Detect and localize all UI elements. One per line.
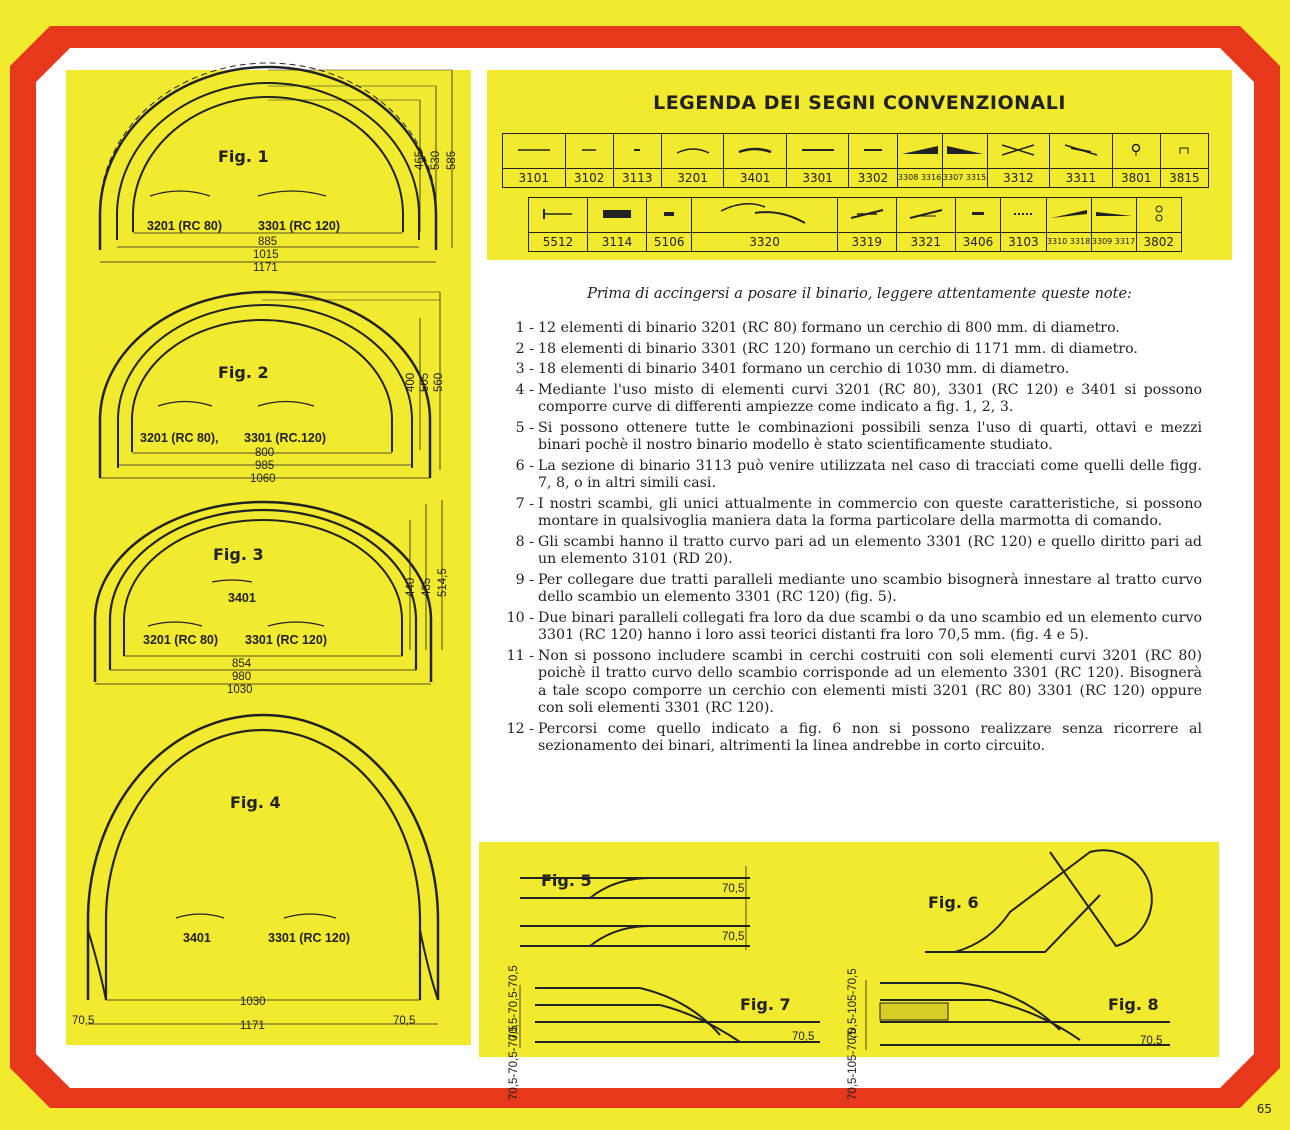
fig-2-part-a: 3201 (RC 80), — [140, 431, 219, 445]
fig-7-side-bottom: 70,5-70,5-70,5 — [508, 1025, 520, 1100]
fig-4-diagram — [88, 715, 438, 1024]
legend-code: 3310 3318 — [1046, 233, 1091, 252]
fig-7-dim: 70,5 — [792, 1031, 815, 1043]
fig-8-side-top: 70,5-105-70,5 — [847, 968, 859, 1040]
fig-5-dim-2: 70,5 — [722, 931, 745, 943]
fig-4-label: Fig. 4 — [230, 793, 281, 812]
fig-3-label: Fig. 3 — [213, 545, 264, 564]
fig-4-gap-1: 70,5 — [72, 1015, 95, 1027]
fig-8-dim: 70,5 — [1140, 1035, 1163, 1047]
legend-title: LEGENDA DEI SEGNI CONVENZIONALI — [653, 92, 1066, 114]
fig-2-height-1: 400 — [405, 372, 417, 392]
note-item: 9 - Per collegare due tratti paralleli mediante uno scambio bisognerà innestare al tratto curvo dello scambio un elemento 3301 (RC 120) (fig. 5). — [515, 571, 1202, 605]
fig-1-height-1: 465 — [414, 150, 426, 170]
fig-4-width-1: 1030 — [240, 996, 266, 1008]
fig-1-height-2: 530 — [430, 150, 442, 170]
fig-4-gap-2: 70,5 — [393, 1015, 416, 1027]
legend-code: 3319 — [837, 233, 896, 252]
fig-8-label: Fig. 8 — [1108, 995, 1159, 1014]
fig-2-width-2: 985 — [255, 460, 275, 472]
note-item: 5 - Si possono ottenere tutte le combinazioni possibili senza l'uso di quarti, ottavi e mezzi binari pochè il nostro binario modello è stato scientificamente studiato. — [515, 419, 1202, 453]
fig-1-width-2: 1015 — [253, 249, 279, 261]
fig-8-diagram — [866, 980, 1170, 1050]
fig-5-dim-1: 70,5 — [722, 883, 745, 895]
fig-6-label: Fig. 6 — [928, 893, 979, 912]
note-item: 7 - I nostri scambi, gli unici attualmente in commercio con queste caratteristiche, si possono montare in qualsivoglia maniera data la forma particolare della marmotta di comando. — [515, 495, 1202, 529]
legend-code: 3321 — [896, 233, 955, 252]
legend-code: 3201 — [661, 169, 724, 188]
page-number: 65 — [1256, 1102, 1272, 1116]
note-item: 1 - 12 elementi di binario 3201 (RC 80) formano un cerchio di 800 mm. di diametro. — [515, 320, 1120, 336]
legend-code: 3101 — [503, 169, 566, 188]
legend-code: 3406 — [955, 233, 1000, 252]
fig-1-label: Fig. 1 — [218, 147, 269, 166]
fig-2-label: Fig. 2 — [218, 363, 269, 382]
fig-3-height-2: 485 — [421, 577, 433, 597]
fig-3-part-c: 3401 — [228, 591, 256, 605]
fig-2-part-b: 3301 (RC.120) — [244, 431, 326, 445]
legend-code: 3113 — [613, 169, 661, 188]
fig-3-width-1: 854 — [232, 658, 252, 670]
legend-code: 5512 — [529, 233, 588, 252]
fig-7-side-top: 70,5-70,5-70,5 — [508, 965, 520, 1040]
legend-code: 3802 — [1136, 233, 1181, 252]
notes-intro: Prima di accingersi a posare il binario, leggere attentamente queste note: — [587, 286, 1132, 302]
legend-code: 3311 — [1050, 169, 1113, 188]
legend-code: 3102 — [565, 169, 613, 188]
fig-4-width-2: 1171 — [240, 1020, 265, 1032]
legend-code: 3312 — [987, 169, 1050, 188]
legend-code: 3301 — [786, 169, 849, 188]
note-item: 12 - Percorsi come quello indicato a fig. 6 non si possono realizzare senza ricorrere al sezionamento dei binari, altrimenti la linea andrebbe in corto circuito. — [506, 720, 1202, 754]
fig-8-side-bottom: 70,5-105-70,5 — [847, 1028, 859, 1100]
note-item: 10 - Due binari paralleli collegati fra loro da due scambi o da uno scambio ed un elemento curvo 3301 (RC 120) hanno i loro assi teorici distanti fra loro 70,5 mm. (fig. 4 e 5). — [506, 609, 1202, 643]
note-item: 8 - Gli scambi hanno il tratto curvo pari ad un elemento 3301 (RC 120) e quello diritto pari ad un elemento 3101 (RD 20). — [515, 533, 1202, 567]
fig-3-width-2: 980 — [232, 671, 252, 683]
fig-2-height-2: 505 — [419, 372, 431, 392]
fig-4-part-a: 3401 — [183, 931, 211, 945]
fig-7-label: Fig. 7 — [740, 995, 791, 1014]
fig-3-width-3: 1030 — [227, 684, 253, 696]
fig-3-height-1: 440 — [405, 577, 417, 597]
legend-code: 3801 — [1112, 169, 1160, 188]
fig-5-label: Fig. 5 — [541, 871, 592, 890]
legend-code: 3320 — [692, 233, 837, 252]
legend-code: 5106 — [647, 233, 692, 252]
fig-4-part-b: 3301 (RC 120) — [268, 931, 350, 945]
legend-code: 3103 — [1001, 233, 1046, 252]
note-item: 2 - 18 elementi di binario 3301 (RC 120) formano un cerchio di 1171 mm. di diametro. — [515, 340, 1138, 357]
fig-1-width-3: 1171 — [253, 262, 278, 274]
legend-code: 3302 — [849, 169, 897, 188]
fig-1-part-a: 3201 (RC 80) — [147, 219, 223, 233]
note-item: 4 - Mediante l'uso misto di elementi curvi 3201 (RC 80), 3301 (RC 120) e 3401 si possono comporre curve di differenti ampiezze come indicato a fig. 1, 2, 3. — [515, 381, 1202, 415]
fig-3-part-a: 3201 (RC 80) — [143, 633, 219, 647]
legend-code: 3401 — [724, 169, 787, 188]
note-item: 3 - 18 elementi di binario 3401 formano un cerchio di 1030 mm. di diametro. — [515, 361, 1070, 377]
fig-1-width-1: 885 — [258, 236, 278, 248]
legend-code: 3307 3315 — [942, 169, 987, 188]
fig-1-height-3: 585 — [446, 150, 458, 170]
fig-1-part-b: 3301 (RC 120) — [258, 219, 340, 233]
fig-2-height-3: 560 — [433, 372, 445, 392]
fig-3-diagram — [95, 500, 442, 684]
fig-3-height-3: 514,5 — [437, 568, 449, 597]
fig-2-width-1: 800 — [255, 447, 275, 459]
note-item: 11 - Non si possono includere scambi in cerchi costruiti con soli elementi curvi 3201 (RC 80) poichè il tratto curvo dello scambio corrisponde ad un elemento 3301 (RC 120). Bisognerà a tale scopo comporre un cerchio con elementi misti 3201 (RC 80) 3301 (RC 120) oppure con soli elementi 3301 (RC 120). — [506, 647, 1202, 716]
legend-code: 3308 3316 — [897, 169, 942, 188]
legend-code: 3815 — [1160, 169, 1208, 188]
fig-3-part-b: 3301 (RC 120) — [245, 633, 327, 647]
note-item: 6 - La sezione di binario 3113 può venire utilizzata nel caso di tracciati come quelli delle figg. 7, 8, o in altri simili casi. — [515, 457, 1202, 491]
legend-code: 3114 — [588, 233, 647, 252]
fig-2-width-3: 1060 — [250, 473, 276, 485]
legend-code: 3309 3317 — [1091, 233, 1136, 252]
